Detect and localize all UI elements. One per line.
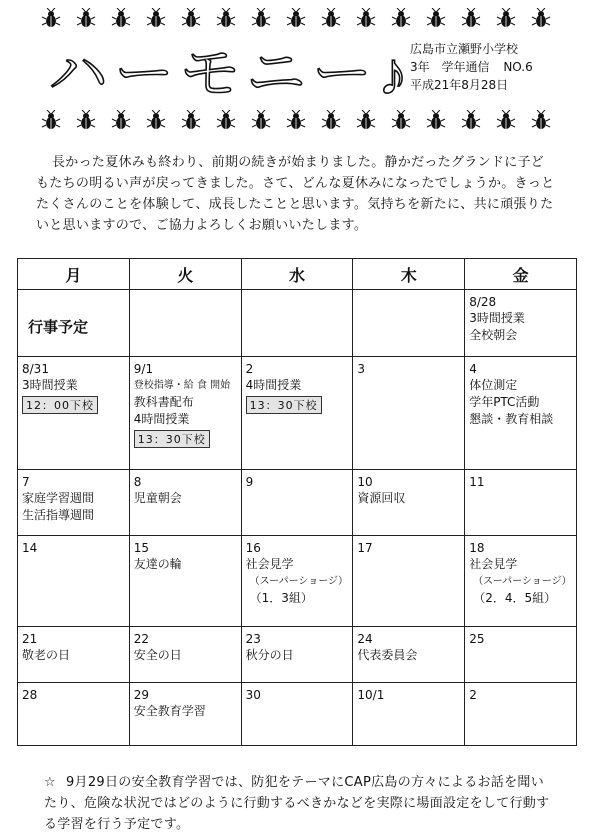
safety-note	[44, 772, 554, 835]
day-event: 学年PTC活動	[469, 394, 540, 409]
day-date: 8/31	[22, 361, 49, 376]
weekday-mon: 月	[18, 259, 130, 290]
calendar-day-cell	[129, 469, 241, 536]
beetle-icon	[390, 110, 412, 132]
beetle-icon	[215, 8, 237, 30]
day-date: 21	[22, 631, 38, 646]
day-event: 友達の輪	[133, 557, 182, 572]
day-date: 18	[469, 541, 485, 556]
day-event: 社会見学	[469, 557, 518, 572]
calendar-day-cell	[241, 290, 353, 357]
day-date: 10	[357, 474, 373, 489]
beetle-icon	[460, 110, 482, 132]
calendar-day-cell	[129, 683, 241, 746]
beetle-icon	[145, 110, 167, 132]
day-date: 25	[469, 631, 485, 646]
day-date: 29	[133, 688, 150, 703]
grade: 3年	[410, 60, 430, 74]
day-event: 3時間授業	[22, 377, 78, 392]
calendar-day-cell	[241, 536, 353, 627]
beetle-icon	[110, 110, 132, 132]
beetle-icon	[285, 110, 307, 132]
day-event: 安全教育学習	[133, 704, 206, 719]
day-event: 登校指導・給 食 開始	[133, 379, 231, 391]
beetle-icon	[355, 8, 377, 30]
day-date: 14	[22, 541, 38, 556]
calendar-day-cell	[241, 356, 353, 469]
beetle-icon	[215, 110, 237, 132]
calendar-day-cell	[353, 626, 465, 682]
beetle-icon	[530, 110, 552, 132]
day-event: 敬老の日	[22, 647, 71, 662]
calendar-week-row	[18, 536, 577, 627]
weekday-fri: 金	[465, 259, 577, 290]
calendar-day-cell	[353, 469, 465, 536]
newsletter-name: 学年通信	[441, 60, 490, 74]
day-event: 体位測定	[469, 377, 518, 392]
calendar-day-cell	[241, 469, 353, 536]
beetle-icon	[40, 8, 62, 30]
calendar-day-cell	[129, 626, 241, 682]
day-date: 4	[469, 361, 477, 376]
dismissal-time-badge: 12：00下校	[22, 396, 98, 414]
day-date: 7	[22, 474, 30, 489]
day-date: 17	[357, 541, 373, 556]
day-event: （スーパーショージ）	[249, 576, 348, 588]
beetle-icon	[390, 8, 412, 30]
day-date: 9	[245, 474, 254, 489]
day-event: 児童朝会	[133, 490, 182, 505]
beetle-icon	[320, 8, 342, 30]
beetle-icon	[425, 110, 447, 132]
calendar-day-cell	[353, 683, 465, 746]
safety-note-text: 9月29日の安全教育学習では、防犯をテーマにCAP広島の方々によるお話を聞いたり、危険な状況ではどのように行動するべきかなどを実際に場面設定をして行動する学習を行う予定です。	[44, 775, 550, 832]
calendar-day-cell	[465, 683, 577, 746]
beetle-icon	[425, 8, 447, 30]
day-date: 24	[357, 631, 373, 646]
dismissal-time-badge: 13：30下校	[134, 430, 210, 448]
day-date: 8/28	[469, 295, 497, 309]
calendar-day-cell	[353, 290, 465, 357]
issue-line	[410, 58, 533, 76]
calendar-day-cell	[465, 626, 577, 682]
day-date: 11	[469, 474, 485, 489]
calendar-day-cell	[129, 290, 241, 357]
title-artwork	[40, 30, 405, 112]
beetle-icon	[320, 110, 342, 132]
calendar-day-cell	[18, 290, 130, 357]
calendar-day-cell	[465, 536, 577, 627]
day-event: 懇談・教育相談	[469, 411, 554, 426]
day-event: 家庭学習週間	[22, 490, 95, 505]
day-date: 2	[245, 361, 254, 376]
calendar-day-cell	[353, 356, 465, 469]
schedule-label: 行事予定	[28, 318, 89, 336]
insect-border-bottom	[40, 110, 560, 134]
weekday-thu: 木	[353, 259, 465, 290]
day-date: 9/1	[133, 361, 154, 376]
beetle-icon	[110, 8, 132, 30]
day-event: 3時間授業	[469, 311, 525, 325]
day-date: 22	[133, 631, 150, 646]
day-event: 代表委員会	[357, 647, 418, 662]
calendar-day-cell	[129, 356, 241, 469]
calendar-day-cell	[353, 536, 465, 627]
day-event: 教科書配布	[133, 394, 194, 409]
intro-paragraph: 長かった夏休みも終わり、前期の続きが始まりました。静かだったグランドに子どもたちの明るい声が戻ってきました。さて、どんな夏休みになったでしょうか。きっとたくさんのことを体験して、成長したことと思います。気持ちを新たに、共に頑張りたいと思いますので、ご協力よろしくお願いいたします。	[36, 155, 555, 233]
day-event: 社会見学	[245, 557, 294, 572]
day-event: 全校朝会	[469, 328, 518, 342]
beetle-icon	[355, 110, 377, 132]
day-event: 生活指導週間	[22, 507, 95, 522]
day-event: （1．3組）	[249, 591, 313, 606]
beetle-icon	[530, 8, 552, 30]
day-date: 16	[245, 541, 261, 556]
event-calendar	[17, 258, 577, 746]
beetle-icon	[180, 8, 202, 30]
calendar-week-row	[18, 683, 577, 746]
beetle-icon	[75, 110, 97, 132]
beetle-icon	[75, 8, 97, 30]
beetle-icon	[145, 8, 167, 30]
day-date: 28	[22, 688, 38, 703]
day-date: 8	[133, 474, 142, 489]
calendar-day-cell	[465, 469, 577, 536]
day-date: 23	[245, 631, 261, 646]
day-date: 10/1	[357, 688, 385, 703]
calendar-day-cell	[129, 536, 241, 627]
weekday-wed: 水	[241, 259, 353, 290]
calendar-day-cell	[241, 683, 353, 746]
calendar-day-cell	[465, 290, 577, 357]
calendar-day-cell	[241, 626, 353, 682]
insect-border-top	[40, 8, 560, 32]
weekday-tue: 火	[129, 259, 241, 290]
beetle-icon	[40, 110, 62, 132]
dismissal-time-badge: 13：30下校	[246, 396, 322, 414]
beetle-icon	[250, 8, 272, 30]
day-event: 4時間授業	[133, 411, 190, 426]
beetle-icon	[180, 110, 202, 132]
day-event: 4時間授業	[245, 377, 302, 392]
day-date: 2	[469, 688, 477, 703]
school-info	[410, 40, 533, 94]
day-date: 3	[357, 361, 366, 376]
calendar-week-row	[18, 469, 577, 536]
weekday-header-row	[18, 259, 577, 290]
calendar-body	[18, 290, 577, 746]
calendar-day-cell	[18, 683, 130, 746]
day-date: 30	[245, 688, 261, 703]
day-event: （2．4．5組）	[473, 591, 557, 606]
calendar-week-row	[18, 290, 577, 357]
issue-date: 平成21年8月28日	[410, 78, 509, 92]
day-date: 15	[133, 541, 150, 556]
day-event: 安全の日	[133, 647, 182, 662]
beetle-icon	[250, 110, 272, 132]
day-event: 資源回収	[357, 490, 406, 505]
newsletter-title	[40, 30, 405, 112]
calendar-day-cell	[18, 356, 130, 469]
school-name: 広島市立瀬野小学校	[410, 42, 519, 56]
issue-number: NO.6	[503, 60, 533, 74]
calendar-week-row	[18, 626, 577, 682]
calendar-day-cell	[18, 469, 130, 536]
calendar-day-cell	[465, 356, 577, 469]
calendar-week-row	[18, 356, 577, 469]
day-event: 秋分の日	[245, 647, 294, 662]
day-event: （スーパーショージ）	[473, 576, 572, 588]
beetle-icon	[285, 8, 307, 30]
title-text: ハーモニー♪	[48, 39, 405, 109]
calendar-day-cell	[18, 536, 130, 627]
star-bullet: ☆	[44, 775, 56, 790]
calendar-day-cell	[18, 626, 130, 682]
beetle-icon	[460, 8, 482, 30]
beetle-icon	[495, 8, 517, 30]
beetle-icon	[495, 110, 517, 132]
